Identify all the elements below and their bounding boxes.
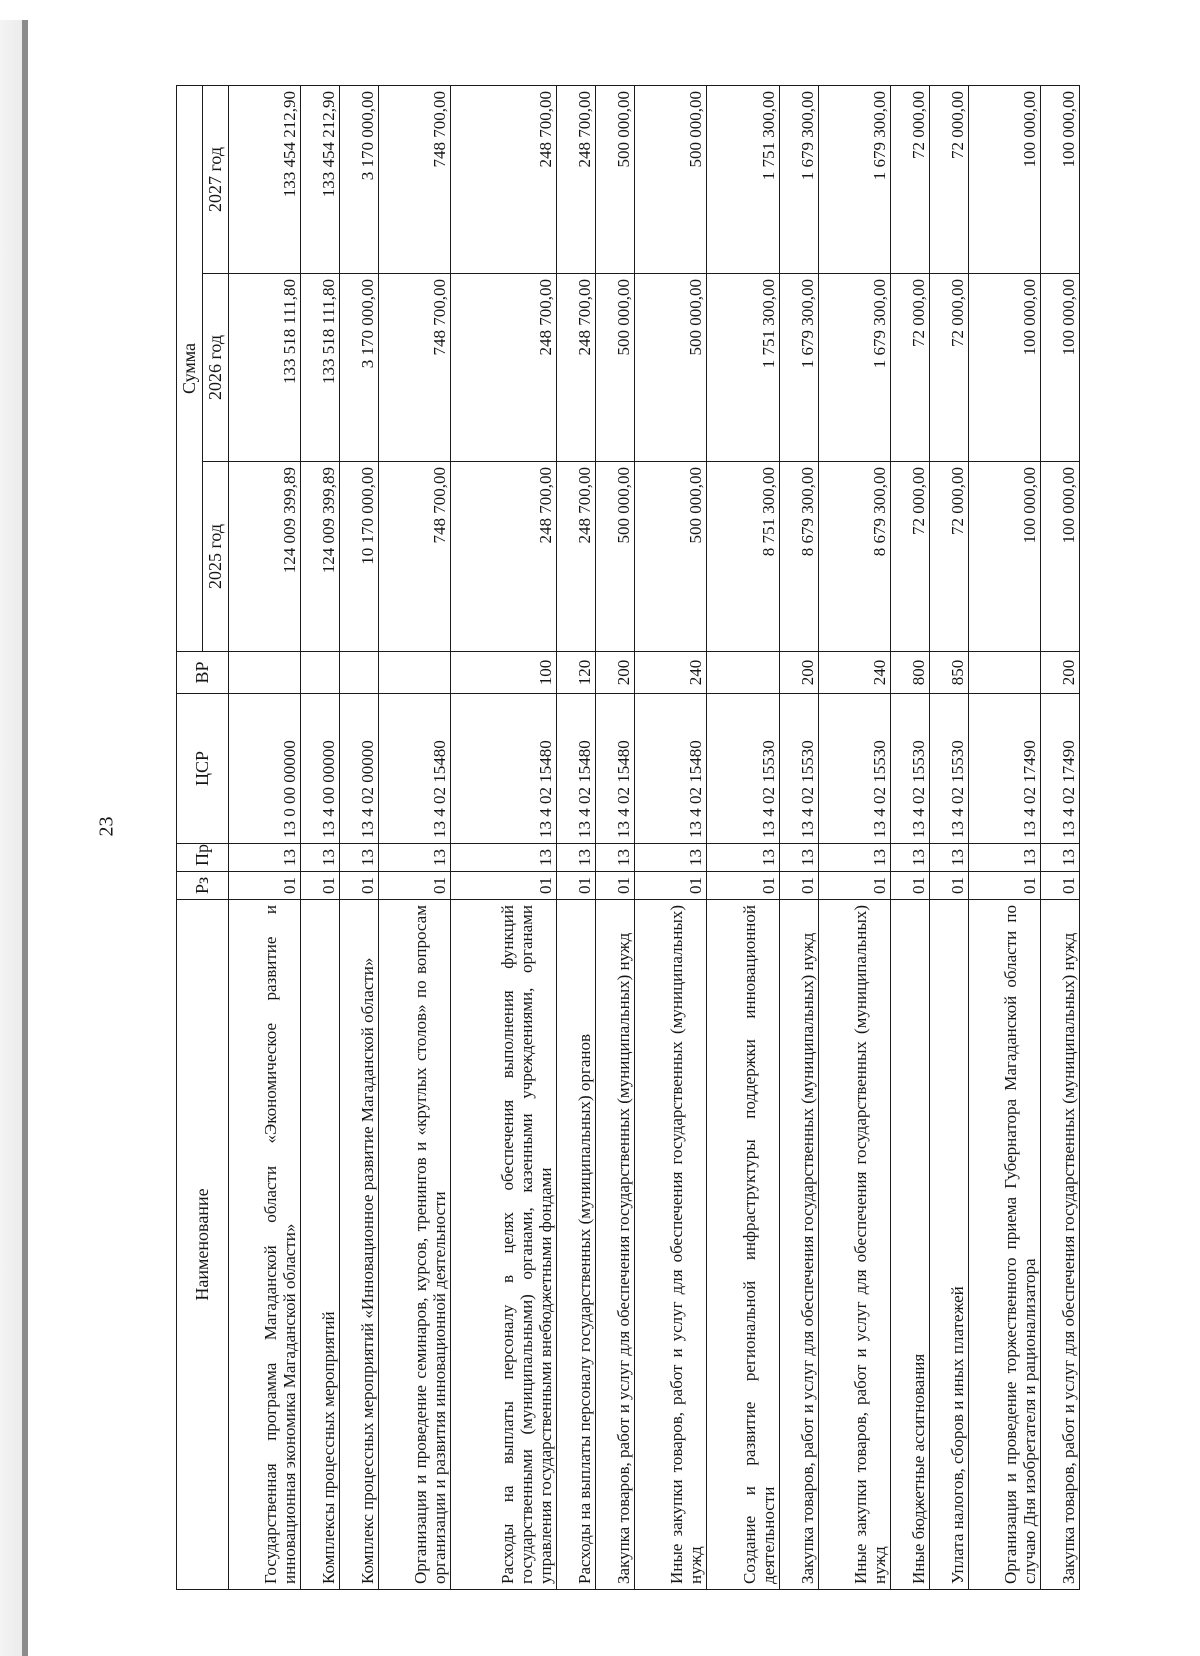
row-pr: 13 xyxy=(379,844,451,872)
row-pr: 13 xyxy=(451,844,557,872)
row-rz: 01 xyxy=(707,872,779,900)
row-sum-2027: 100 000,00 xyxy=(1040,86,1079,274)
row-sum-2025: 72 000,00 xyxy=(929,462,968,652)
row-sum-2025: 100 000,00 xyxy=(1040,462,1079,652)
row-sum-2027: 748 700,00 xyxy=(379,86,451,274)
row-rz: 01 xyxy=(301,872,340,900)
row-csr: 13 4 02 00000 xyxy=(340,694,379,844)
table-row xyxy=(818,86,890,1590)
header-sum: Сумма xyxy=(177,86,203,652)
row-sum-2026: 248 700,00 xyxy=(451,274,557,462)
header-vr: ВР xyxy=(177,652,229,694)
row-csr: 13 4 02 15480 xyxy=(379,694,451,844)
table-row xyxy=(635,86,707,1590)
row-name: Комплексы процессных мероприятий xyxy=(301,900,340,1590)
row-sum-2027: 1 751 300,00 xyxy=(707,86,779,274)
table-row xyxy=(340,86,379,1590)
table-row xyxy=(451,86,557,1590)
header-pr: Пр xyxy=(177,844,229,872)
header-rz: Рз xyxy=(177,872,229,900)
page-number: 23 xyxy=(95,816,118,837)
header-csr: ЦСР xyxy=(177,694,229,844)
row-name: Создание и развитие региональной инфраструктуры поддержки инновационной деятельности xyxy=(707,900,779,1590)
row-name: Уплата налогов, сборов и иных платежей xyxy=(929,900,968,1590)
table-row xyxy=(968,86,1040,1590)
row-pr: 13 xyxy=(929,844,968,872)
row-vr: 850 xyxy=(929,652,968,694)
table-row xyxy=(301,86,340,1590)
row-name: Организация и проведение торжественного приема Губернатора Магаданской области по случаю Дня изобретателя и рационализатора xyxy=(968,900,1040,1590)
row-rz: 01 xyxy=(779,872,818,900)
row-sum-2025: 8 679 300,00 xyxy=(779,462,818,652)
row-rz: 01 xyxy=(818,872,890,900)
row-sum-2026: 1 751 300,00 xyxy=(707,274,779,462)
row-csr: 13 4 02 17490 xyxy=(1040,694,1079,844)
row-csr: 13 4 02 15530 xyxy=(818,694,890,844)
row-name: Комплекс процессных мероприятий «Инновационное развитие Магаданской области» xyxy=(340,900,379,1590)
row-sum-2026: 500 000,00 xyxy=(596,274,635,462)
table-body xyxy=(229,86,1080,1590)
row-sum-2026: 748 700,00 xyxy=(379,274,451,462)
row-pr: 13 xyxy=(557,844,596,872)
row-vr xyxy=(379,652,451,694)
rotated-page xyxy=(176,86,1080,1590)
row-sum-2027: 3 170 000,00 xyxy=(340,86,379,274)
row-pr: 13 xyxy=(707,844,779,872)
row-pr: 13 xyxy=(779,844,818,872)
row-csr: 13 0 00 00000 xyxy=(229,694,301,844)
row-vr: 200 xyxy=(1040,652,1079,694)
row-vr xyxy=(968,652,1040,694)
table-row xyxy=(890,86,929,1590)
row-sum-2027: 500 000,00 xyxy=(596,86,635,274)
row-pr: 13 xyxy=(340,844,379,872)
row-sum-2025: 72 000,00 xyxy=(890,462,929,652)
row-sum-2027: 500 000,00 xyxy=(635,86,707,274)
row-sum-2025: 100 000,00 xyxy=(968,462,1040,652)
row-name: Расходы на выплаты персоналу в целях обеспечения выполнения функций государственными (муниципальными) органами, казенными учреждениями, органами управления государственными внебюджетными фондами xyxy=(451,900,557,1590)
table-row xyxy=(929,86,968,1590)
row-name: Иные закупки товаров, работ и услуг для обеспечения государственных (муниципальных) нужд xyxy=(635,900,707,1590)
row-vr: 200 xyxy=(779,652,818,694)
row-name: Закупка товаров, работ и услуг для обеспечения государственных (муниципальных) нужд xyxy=(596,900,635,1590)
row-vr: 240 xyxy=(818,652,890,694)
row-name: Государственная программа Магаданской области «Экономическое развитие и инновационная экономика Магаданской области» xyxy=(229,900,301,1590)
row-sum-2026: 72 000,00 xyxy=(929,274,968,462)
row-vr: 120 xyxy=(557,652,596,694)
row-rz: 01 xyxy=(890,872,929,900)
budget-table xyxy=(176,85,1080,1590)
row-name: Закупка товаров, работ и услуг для обеспечения государственных (муниципальных) нужд xyxy=(779,900,818,1590)
row-sum-2025: 124 009 399,89 xyxy=(229,462,301,652)
row-vr xyxy=(340,652,379,694)
row-sum-2027: 72 000,00 xyxy=(890,86,929,274)
row-sum-2026: 248 700,00 xyxy=(557,274,596,462)
header-2026: 2026 год xyxy=(203,274,229,462)
row-vr: 200 xyxy=(596,652,635,694)
row-name: Иные бюджетные ассигнования xyxy=(890,900,929,1590)
table-header xyxy=(177,86,229,1590)
row-sum-2026: 72 000,00 xyxy=(890,274,929,462)
row-sum-2026: 100 000,00 xyxy=(1040,274,1079,462)
row-rz: 01 xyxy=(340,872,379,900)
row-sum-2027: 72 000,00 xyxy=(929,86,968,274)
row-pr: 13 xyxy=(635,844,707,872)
row-vr xyxy=(229,652,301,694)
row-vr: 240 xyxy=(635,652,707,694)
row-pr: 13 xyxy=(229,844,301,872)
table-row xyxy=(779,86,818,1590)
row-rz: 01 xyxy=(968,872,1040,900)
row-name: Иные закупки товаров, работ и услуг для обеспечения государственных (муниципальных) нужд xyxy=(818,900,890,1590)
row-sum-2027: 1 679 300,00 xyxy=(779,86,818,274)
row-vr: 100 xyxy=(451,652,557,694)
row-rz: 01 xyxy=(557,872,596,900)
row-pr: 13 xyxy=(890,844,929,872)
row-sum-2025: 10 170 000,00 xyxy=(340,462,379,652)
row-sum-2025: 748 700,00 xyxy=(379,462,451,652)
row-sum-2025: 8 751 300,00 xyxy=(707,462,779,652)
row-sum-2026: 133 518 111,80 xyxy=(229,274,301,462)
row-sum-2027: 248 700,00 xyxy=(557,86,596,274)
row-pr: 13 xyxy=(1040,844,1079,872)
row-csr: 13 4 02 15480 xyxy=(635,694,707,844)
row-csr: 13 4 00 00000 xyxy=(301,694,340,844)
row-csr: 13 4 02 15480 xyxy=(557,694,596,844)
table-row xyxy=(229,86,301,1590)
row-name: Расходы на выплаты персоналу государственных (муниципальных) органов xyxy=(557,900,596,1590)
row-sum-2027: 1 679 300,00 xyxy=(818,86,890,274)
row-csr: 13 4 02 15480 xyxy=(451,694,557,844)
row-csr: 13 4 02 17490 xyxy=(968,694,1040,844)
row-sum-2026: 1 679 300,00 xyxy=(818,274,890,462)
row-rz: 01 xyxy=(596,872,635,900)
row-sum-2025: 248 700,00 xyxy=(451,462,557,652)
row-pr: 13 xyxy=(818,844,890,872)
table-row xyxy=(379,86,451,1590)
row-rz: 01 xyxy=(635,872,707,900)
row-vr xyxy=(707,652,779,694)
row-csr: 13 4 02 15530 xyxy=(890,694,929,844)
row-sum-2026: 3 170 000,00 xyxy=(340,274,379,462)
row-sum-2026: 1 679 300,00 xyxy=(779,274,818,462)
row-sum-2026: 133 518 111,80 xyxy=(301,274,340,462)
row-rz: 01 xyxy=(229,872,301,900)
header-2027: 2027 год xyxy=(203,86,229,274)
row-sum-2025: 8 679 300,00 xyxy=(818,462,890,652)
table-row xyxy=(707,86,779,1590)
row-vr xyxy=(301,652,340,694)
row-pr: 13 xyxy=(968,844,1040,872)
row-sum-2025: 500 000,00 xyxy=(635,462,707,652)
row-csr: 13 4 02 15530 xyxy=(707,694,779,844)
row-vr: 800 xyxy=(890,652,929,694)
row-sum-2027: 133 454 212,90 xyxy=(301,86,340,274)
scan-edge xyxy=(0,20,28,1656)
row-rz: 01 xyxy=(929,872,968,900)
row-name: Организация и проведение семинаров, курсов, тренингов и «круглых столов» по вопросам организации и развития инновационной деятельности xyxy=(379,900,451,1590)
row-sum-2026: 500 000,00 xyxy=(635,274,707,462)
table-row xyxy=(596,86,635,1590)
row-rz: 01 xyxy=(451,872,557,900)
row-pr: 13 xyxy=(596,844,635,872)
row-rz: 01 xyxy=(1040,872,1079,900)
table-row xyxy=(557,86,596,1590)
row-sum-2025: 124 009 399,89 xyxy=(301,462,340,652)
row-sum-2027: 248 700,00 xyxy=(451,86,557,274)
row-pr: 13 xyxy=(301,844,340,872)
row-sum-2025: 500 000,00 xyxy=(596,462,635,652)
row-csr: 13 4 02 15530 xyxy=(779,694,818,844)
row-sum-2027: 100 000,00 xyxy=(968,86,1040,274)
row-name: Закупка товаров, работ и услуг для обеспечения государственных (муниципальных) нужд xyxy=(1040,900,1079,1590)
row-sum-2025: 248 700,00 xyxy=(557,462,596,652)
row-sum-2026: 100 000,00 xyxy=(968,274,1040,462)
row-rz: 01 xyxy=(379,872,451,900)
row-csr: 13 4 02 15530 xyxy=(929,694,968,844)
header-name: Наименование xyxy=(177,900,229,1590)
row-sum-2027: 133 454 212,90 xyxy=(229,86,301,274)
header-2025: 2025 год xyxy=(203,462,229,652)
row-csr: 13 4 02 15480 xyxy=(596,694,635,844)
table-row xyxy=(1040,86,1079,1590)
